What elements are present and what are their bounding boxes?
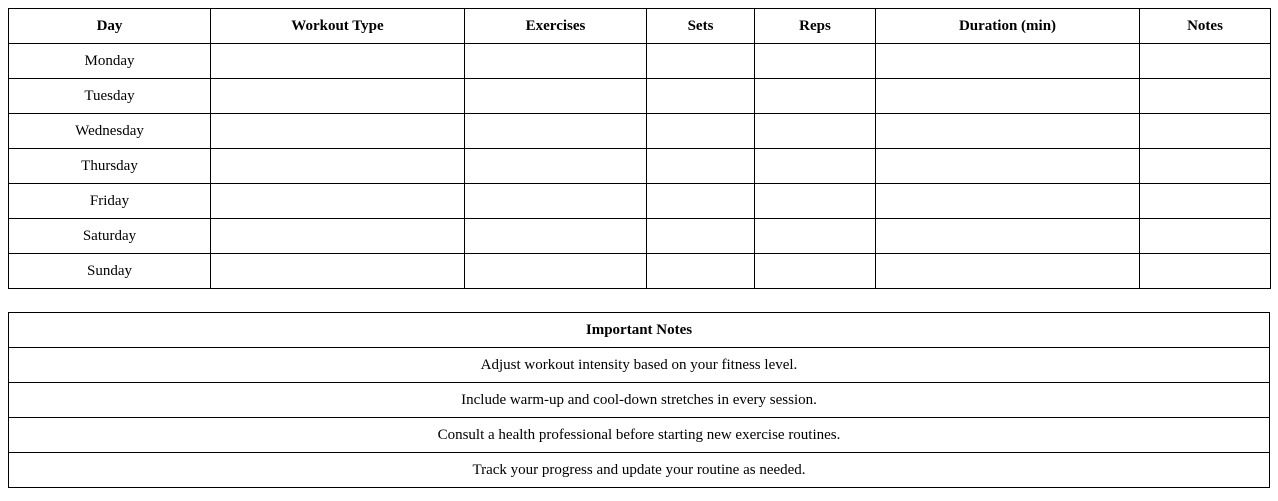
workout-type-cell[interactable] (211, 254, 465, 289)
note-row (9, 453, 1270, 488)
header-sets: Sets (647, 9, 755, 44)
note-row (9, 348, 1270, 383)
exercises-cell[interactable] (465, 44, 647, 79)
exercises-cell[interactable] (465, 219, 647, 254)
reps-cell[interactable] (755, 219, 876, 254)
notes-cell[interactable] (1140, 114, 1271, 149)
exercises-cell[interactable] (465, 254, 647, 289)
day-cell: Saturday (9, 219, 211, 254)
reps-cell[interactable] (755, 149, 876, 184)
table-row (9, 44, 1271, 79)
sets-cell[interactable] (647, 219, 755, 254)
duration-cell[interactable] (876, 114, 1140, 149)
duration-cell[interactable] (876, 254, 1140, 289)
workout-type-cell[interactable] (211, 114, 465, 149)
notes-cell[interactable] (1140, 44, 1271, 79)
sets-cell[interactable] (647, 254, 755, 289)
exercises-cell[interactable] (465, 114, 647, 149)
note-item: Track your progress and update your routine as needed. (9, 453, 1270, 488)
table-row (9, 219, 1271, 254)
day-cell: Wednesday (9, 114, 211, 149)
exercises-cell[interactable] (465, 79, 647, 114)
notes-cell[interactable] (1140, 149, 1271, 184)
workout-type-cell[interactable] (211, 184, 465, 219)
workout-type-cell[interactable] (211, 44, 465, 79)
header-exercises: Exercises (465, 9, 647, 44)
reps-cell[interactable] (755, 254, 876, 289)
duration-cell[interactable] (876, 184, 1140, 219)
reps-cell[interactable] (755, 184, 876, 219)
header-reps: Reps (755, 9, 876, 44)
header-notes: Notes (1140, 9, 1271, 44)
important-notes-table (8, 312, 1270, 488)
workout-type-cell[interactable] (211, 149, 465, 184)
table-row (9, 114, 1271, 149)
exercises-cell[interactable] (465, 149, 647, 184)
duration-cell[interactable] (876, 219, 1140, 254)
notes-cell[interactable] (1140, 219, 1271, 254)
note-item: Consult a health professional before starting new exercise routines. (9, 418, 1270, 453)
workout-type-cell[interactable] (211, 79, 465, 114)
reps-cell[interactable] (755, 44, 876, 79)
workout-type-cell[interactable] (211, 219, 465, 254)
reps-cell[interactable] (755, 114, 876, 149)
duration-cell[interactable] (876, 44, 1140, 79)
day-cell: Tuesday (9, 79, 211, 114)
note-row (9, 418, 1270, 453)
exercises-cell[interactable] (465, 184, 647, 219)
sets-cell[interactable] (647, 44, 755, 79)
notes-title: Important Notes (9, 313, 1270, 348)
duration-cell[interactable] (876, 149, 1140, 184)
table-row (9, 184, 1271, 219)
sets-cell[interactable] (647, 114, 755, 149)
header-row (9, 9, 1271, 44)
note-item: Include warm-up and cool-down stretches in every session. (9, 383, 1270, 418)
sets-cell[interactable] (647, 149, 755, 184)
header-day: Day (9, 9, 211, 44)
day-cell: Thursday (9, 149, 211, 184)
table-row (9, 79, 1271, 114)
header-duration: Duration (min) (876, 9, 1140, 44)
header-workout-type: Workout Type (211, 9, 465, 44)
notes-cell[interactable] (1140, 79, 1271, 114)
table-row (9, 254, 1271, 289)
reps-cell[interactable] (755, 79, 876, 114)
notes-cell[interactable] (1140, 184, 1271, 219)
day-cell: Monday (9, 44, 211, 79)
sets-cell[interactable] (647, 79, 755, 114)
note-item: Adjust workout intensity based on your fitness level. (9, 348, 1270, 383)
day-cell: Friday (9, 184, 211, 219)
sets-cell[interactable] (647, 184, 755, 219)
table-row (9, 149, 1271, 184)
duration-cell[interactable] (876, 79, 1140, 114)
day-cell: Sunday (9, 254, 211, 289)
workout-schedule-table (8, 8, 1271, 289)
note-row (9, 383, 1270, 418)
notes-header-row (9, 313, 1270, 348)
notes-cell[interactable] (1140, 254, 1271, 289)
